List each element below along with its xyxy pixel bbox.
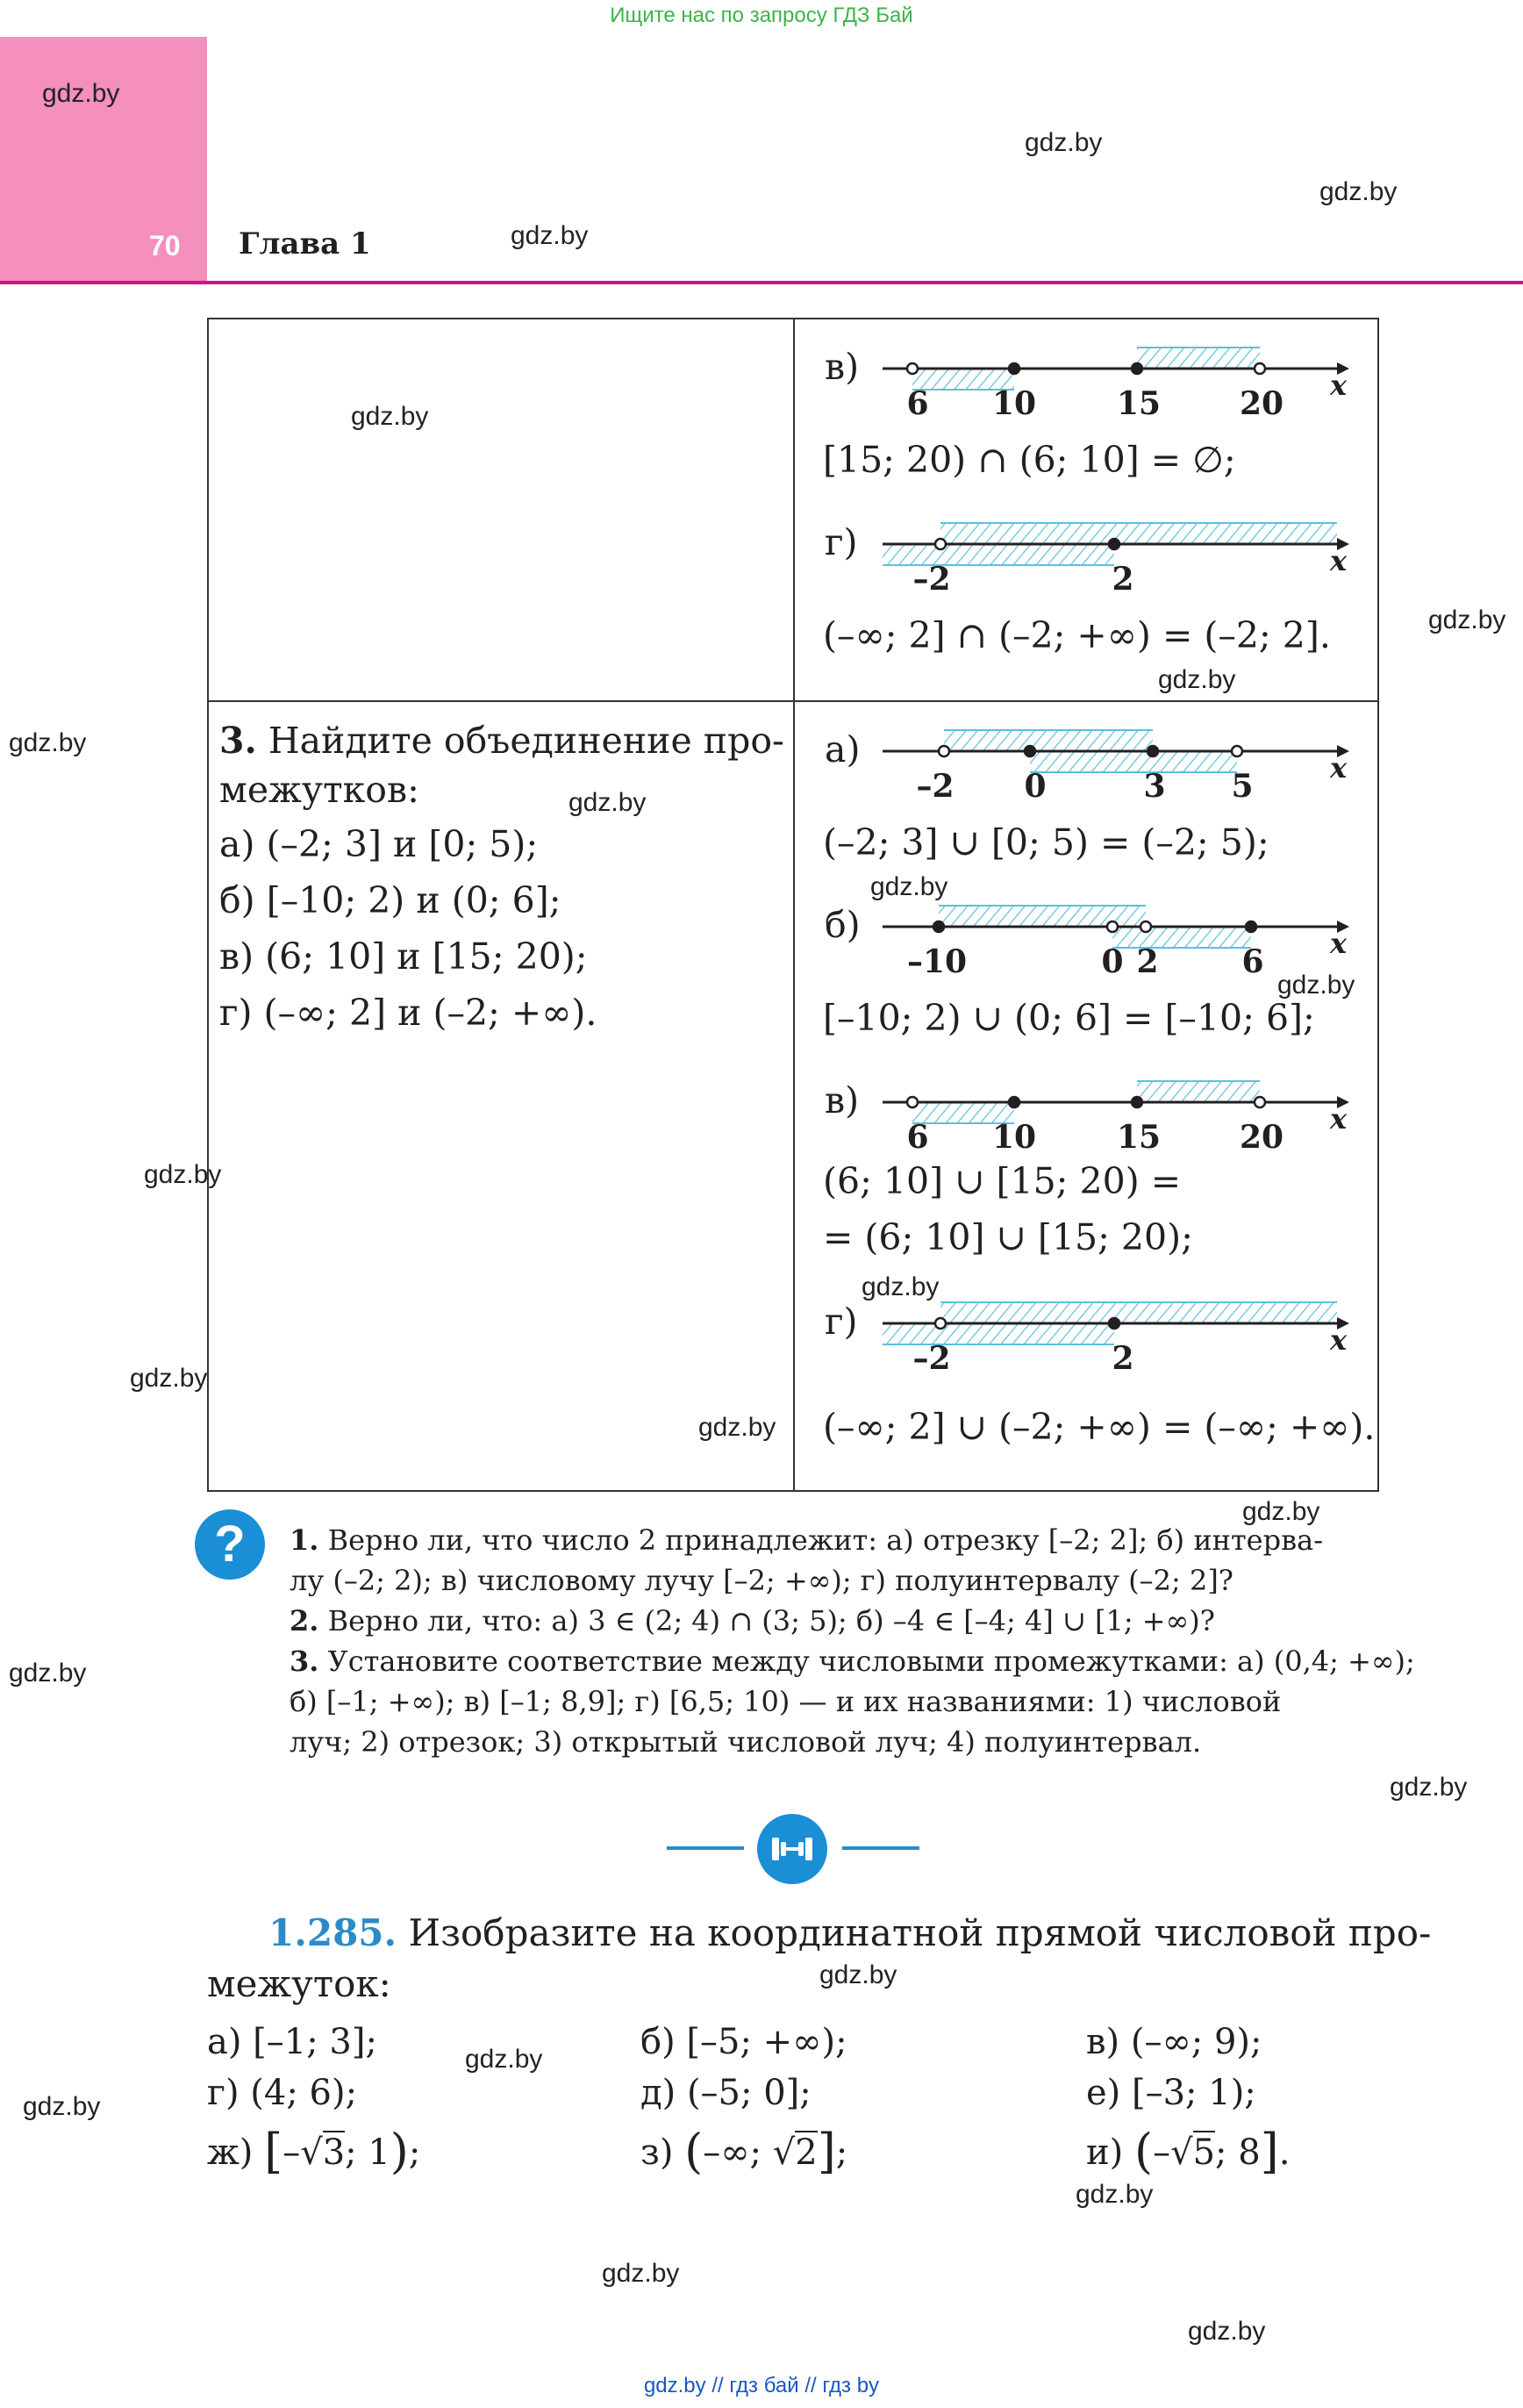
question-line: луч; 2) отрезок; 3) открытый числовой луч; 4) полуинтервал. — [290, 1725, 1202, 1759]
intersection-result: [15; 20) ∩ (6; 10] = ∅; — [823, 439, 1236, 481]
watermark: gdz.by — [602, 2259, 680, 2288]
task-item: б) [–10; 2) и (0; 6]; — [219, 879, 561, 921]
tick-label: 10 — [991, 1119, 1037, 1156]
endpoint — [907, 363, 918, 374]
endpoint — [1246, 921, 1256, 932]
watermark: gdz.by — [1428, 606, 1506, 634]
axis-label: x — [1330, 751, 1348, 785]
watermark: gdz.by — [465, 2045, 543, 2074]
watermark: gdz.by — [1242, 1497, 1320, 1526]
tick-label: 20 — [1239, 385, 1284, 422]
tick-label: –2 — [916, 768, 955, 805]
watermark: gdz.by — [1277, 971, 1355, 1000]
footer-separator: // — [804, 2374, 817, 2397]
watermark: gdz.by — [23, 2092, 101, 2121]
union-result: (6; 10] ∪ [15; 20) = — [823, 1160, 1182, 1202]
tick-label: 6 — [906, 385, 929, 422]
hatch-region — [1030, 751, 1237, 772]
hatch-region — [1112, 927, 1251, 948]
question-line: 1. Верно ли, что число 2 принадлежит: а) отрезку [–2; 2]; б) интерва- — [290, 1523, 1323, 1557]
exercise-item: д) (–5; 0]; — [640, 2073, 812, 2113]
task-title: 3. Найдите объединение про- — [219, 720, 784, 762]
tick-label: 2 — [1136, 943, 1159, 980]
watermark: gdz.by — [819, 1960, 897, 1989]
watermark: gdz.by — [1076, 2180, 1154, 2209]
endpoint — [1025, 746, 1035, 756]
header-rule — [0, 281, 1523, 284]
endpoint — [1132, 1097, 1142, 1107]
axis-label: x — [1330, 544, 1348, 577]
watermark: gdz.by — [1025, 128, 1103, 157]
endpoint — [1232, 746, 1242, 756]
part-label: в) — [825, 346, 860, 388]
endpoint — [935, 1318, 946, 1329]
task-item: в) (6; 10] и [15; 20); — [219, 935, 588, 978]
hatch-region — [944, 730, 1153, 751]
exercise-title: 1.285. Изобразите на координатной прямой числовой про- — [268, 1911, 1432, 1954]
watermark: gdz.by — [144, 1160, 222, 1189]
task-item: а) (–2; 3] и [0; 5); — [219, 823, 539, 865]
tick-label: 5 — [1231, 768, 1254, 805]
question-line: 3. Установите соответствие между числовыми промежутками: а) (0,4; +∞); — [290, 1645, 1415, 1678]
watermark: gdz.by — [870, 872, 948, 901]
question-line: 2. Верно ли, что: а) 3 ∈ (2; 4) ∩ (3; 5); б) –4 ∈ [–4; 4] ∪ [1; +∞)? — [290, 1604, 1215, 1638]
footer-link[interactable]: гдз бай — [729, 2374, 799, 2397]
hatch-region — [940, 523, 1337, 544]
endpoint — [1148, 746, 1158, 756]
tick-label: 6 — [1241, 943, 1264, 980]
endpoint — [1255, 1097, 1265, 1107]
endpoint — [1132, 363, 1142, 374]
exercise-item-root: ж) [–√3; 1); — [207, 2124, 421, 2179]
tick-label: 0 — [1024, 768, 1047, 805]
watermark: gdz.by — [351, 402, 429, 431]
hatch-region — [940, 1302, 1337, 1323]
footer-link[interactable]: gdz.by — [643, 2374, 706, 2397]
watermark: gdz.by — [862, 1272, 940, 1301]
dumbbell-icon — [756, 1813, 828, 1885]
part-label: г) — [825, 1301, 858, 1343]
union-result: [–10; 2) ∪ (0; 6] = [–10; 6]; — [823, 997, 1315, 1039]
watermark: gdz.by — [130, 1364, 208, 1393]
part-label: б) — [825, 904, 861, 946]
question-line: б) [–1; +∞); в) [–1; 8,9]; г) [6,5; 10) — и их названиями: 1) числовой — [290, 1685, 1282, 1718]
exercise-item: г) (4; 6); — [207, 2073, 358, 2113]
watermark: gdz.by — [1188, 2317, 1266, 2346]
part-label: а) — [825, 728, 861, 770]
part-label: г) — [825, 521, 858, 563]
question-line: лу (–2; 2); в) числовому лучу [–2; +∞); г) полуинтервалу (–2; 2]? — [290, 1564, 1233, 1597]
chapter-title: Глава 1 — [239, 226, 371, 262]
union-result: (–2; 3] ∪ [0; 5) = (–2; 5); — [823, 821, 1269, 864]
endpoint — [1255, 363, 1265, 374]
tick-label: 15 — [1116, 385, 1162, 422]
watermark: gdz.by — [9, 1659, 87, 1688]
endpoint — [1107, 921, 1118, 932]
watermark: gdz.by — [568, 788, 647, 817]
exercise-item: б) [–5; +∞); — [640, 2022, 847, 2062]
number-lines-figure — [795, 319, 1377, 1490]
endpoint — [1109, 539, 1119, 549]
endpoint — [935, 539, 946, 549]
endpoint — [907, 1097, 918, 1107]
endpoint — [1009, 1097, 1019, 1107]
tick-label: 2 — [1112, 561, 1134, 598]
watermark: gdz.by — [511, 221, 589, 250]
endpoint — [1140, 921, 1151, 932]
axis-label: x — [1330, 369, 1348, 402]
page-number: 70 — [149, 230, 181, 262]
divider-line-left — [667, 1846, 744, 1850]
tick-label: 6 — [906, 1119, 929, 1156]
exercise-item: е) [–3; 1); — [1086, 2073, 1256, 2113]
exercise-item-root: и) (–√5; 8]. — [1086, 2124, 1291, 2179]
axis-label: x — [1330, 1323, 1348, 1357]
tick-label: 2 — [1112, 1340, 1134, 1377]
union-result: (–∞; 2] ∪ (–2; +∞) = (–∞; +∞). — [823, 1406, 1376, 1448]
watermark: gdz.by — [42, 79, 120, 108]
watermark: gdz.by — [1319, 177, 1398, 206]
task-item: г) (–∞; 2] и (–2; +∞). — [219, 992, 597, 1034]
tick-label: –2 — [912, 561, 951, 598]
tick-label: 10 — [991, 385, 1037, 422]
axis-label: x — [1330, 1102, 1348, 1136]
tick-label: –10 — [906, 943, 968, 980]
tick-label: 3 — [1143, 768, 1166, 805]
axis-label: x — [1330, 927, 1348, 960]
question-icon: ? — [195, 1509, 265, 1580]
footer-separator: // — [711, 2374, 724, 2397]
watermark: gdz.by — [1390, 1773, 1468, 1802]
divider-line-right — [842, 1846, 919, 1850]
hatch-region — [1137, 1081, 1260, 1102]
exercise-title-cont: межуток: — [207, 1962, 391, 2005]
tick-label: 0 — [1101, 943, 1124, 980]
top-banner[interactable]: Ищите нас по запросу ГДЗ Бай — [610, 4, 913, 27]
watermark: gdz.by — [9, 728, 87, 757]
tick-label: –2 — [912, 1340, 951, 1377]
exercise-item: в) (–∞; 9); — [1086, 2022, 1262, 2062]
task-title-cont: межутков: — [219, 769, 419, 811]
tick-label: 20 — [1239, 1119, 1284, 1156]
endpoint — [939, 746, 949, 756]
exercise-item-root: з) (–∞; √2]; — [640, 2124, 848, 2179]
endpoint — [1009, 363, 1019, 374]
footer-links — [0, 2374, 1523, 2398]
endpoint — [1109, 1318, 1119, 1329]
watermark: gdz.by — [1158, 665, 1236, 694]
watermark: gdz.by — [698, 1413, 776, 1442]
part-label: в) — [825, 1079, 860, 1122]
endpoint — [933, 921, 944, 932]
exercise-item: а) [–1; 3]; — [207, 2022, 377, 2062]
intersection-result: (–∞; 2] ∩ (–2; +∞) = (–2; 2]. — [823, 614, 1331, 656]
footer-link[interactable]: гдз by — [822, 2374, 880, 2397]
union-result: = (6; 10] ∪ [15; 20); — [823, 1216, 1193, 1258]
hatch-region — [1137, 348, 1260, 369]
tick-label: 15 — [1116, 1119, 1162, 1156]
